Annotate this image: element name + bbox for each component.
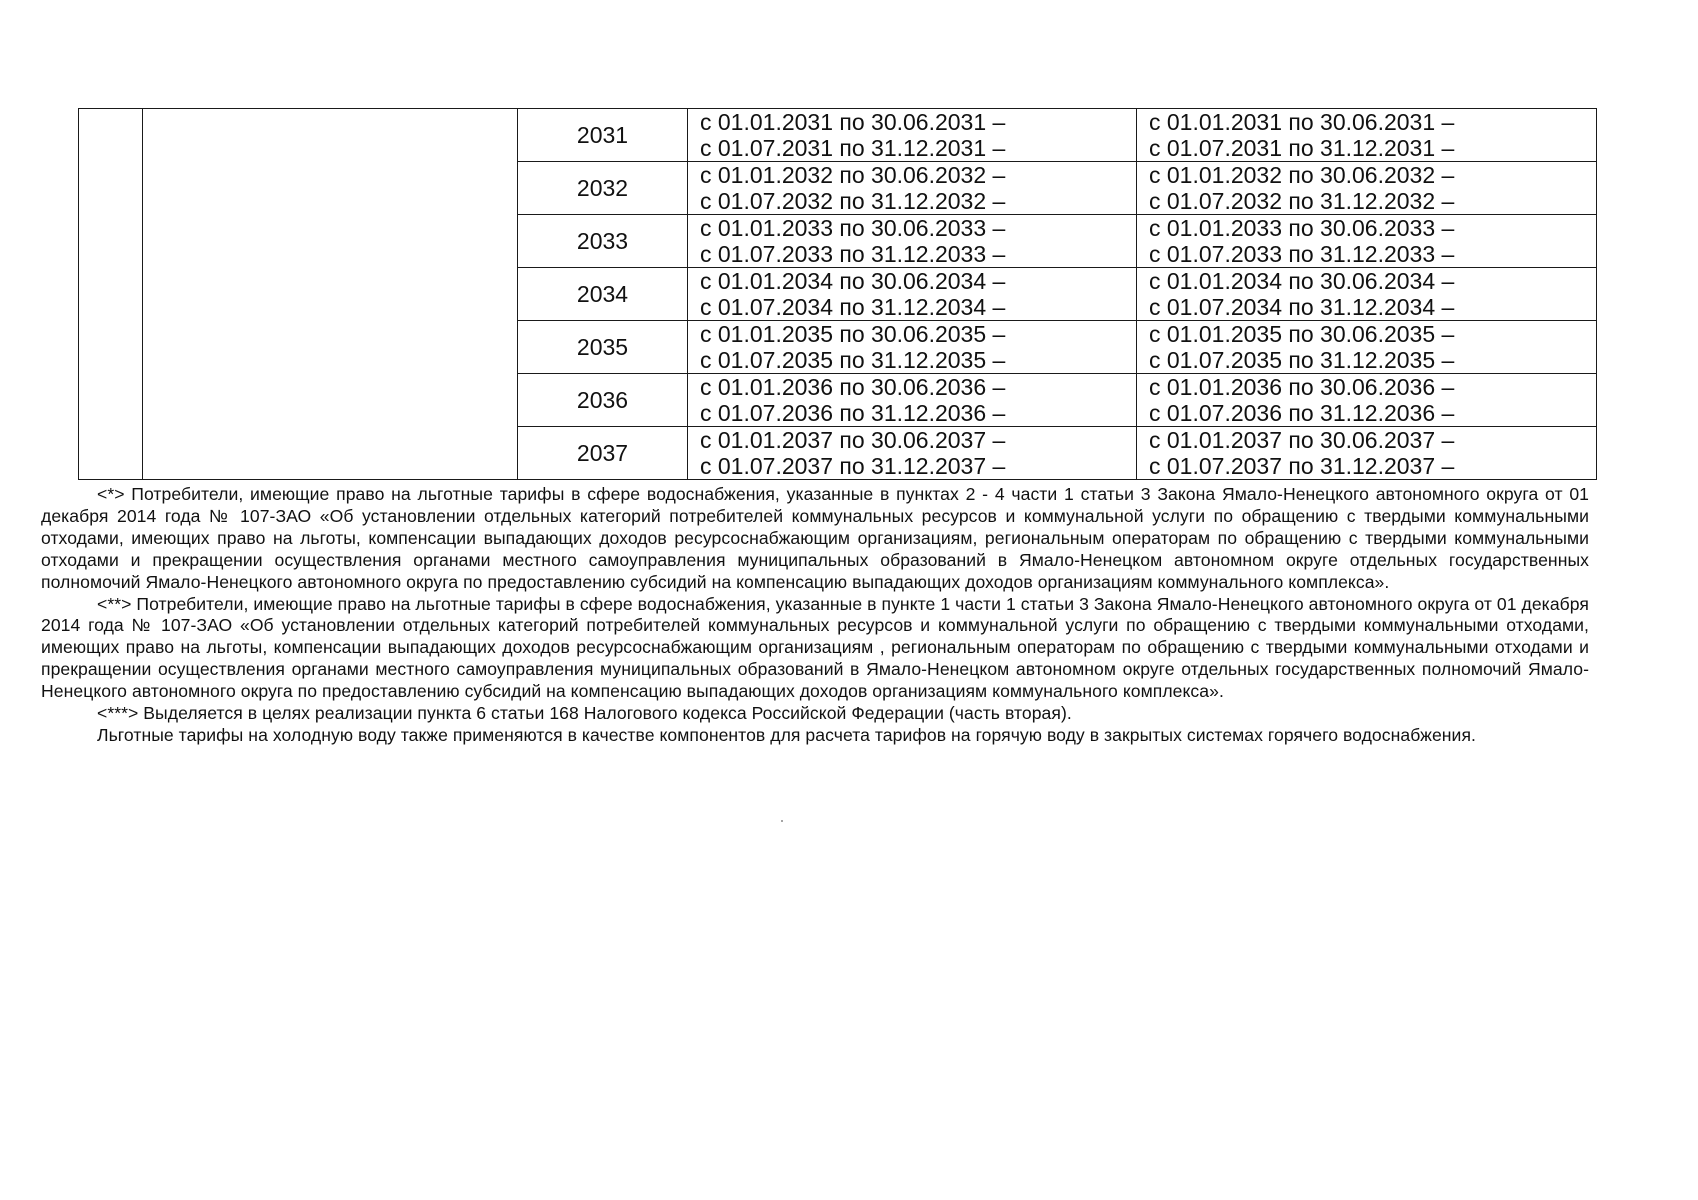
period-line: с 01.01.2035 по 30.06.2035 – bbox=[700, 321, 1006, 347]
period-cell-b bbox=[1137, 109, 1597, 162]
period-cell-a bbox=[688, 427, 1137, 480]
period-line: с 01.01.2032 по 30.06.2032 – bbox=[1149, 162, 1455, 188]
period-line: с 01.01.2033 по 30.06.2033 – bbox=[1149, 215, 1455, 241]
period-cell-b bbox=[1137, 162, 1597, 215]
period-line: с 01.07.2031 по 31.12.2031 – bbox=[1149, 135, 1455, 161]
period-cell-b bbox=[1137, 427, 1597, 480]
period-line: с 01.01.2031 по 30.06.2031 – bbox=[1149, 109, 1455, 135]
period-cell-a bbox=[688, 109, 1137, 162]
period-line: с 01.07.2032 по 31.12.2032 – bbox=[700, 188, 1006, 214]
period-line: с 01.07.2035 по 31.12.2035 – bbox=[1149, 347, 1455, 373]
period-cell-a bbox=[688, 268, 1137, 321]
period-line: с 01.01.2034 по 30.06.2034 – bbox=[700, 268, 1006, 294]
period-cell-a bbox=[688, 321, 1137, 374]
period-line: с 01.07.2036 по 31.12.2036 – bbox=[700, 400, 1006, 426]
footnote-hot-water: Льготные тарифы на холодную воду также применяются в качестве компонентов для расчета тарифов на горячую воду в закрытых системах горячего водоснабжения. bbox=[97, 724, 1476, 745]
period-line: с 01.07.2034 по 31.12.2034 – bbox=[1149, 294, 1455, 320]
footnote-single-star: <*> Потребители, имеющие право на льготные тарифы в сфере водоснабжения, указанные в пунктах 2 - 4 части 1 статьи 3 Закона Ямало-Ненецкого автономного округа от 01 декабря 2014 года № 107-ЗАО «Об установлении отдельных категорий потребителей коммунальных ресурсов и коммунальной услуги по обращению с твердыми коммунальными отходами, имеющих право на льготы, компенсации выпадающих доходов ресурсоснабжающим организациям, региональным операторам по обращению с твердыми коммунальными отходами и прекращении осуществления органами местного самоуправления муниципальных образований в Ямало-Ненецком автономном округе отдельных государственных полномочий Ямало-Ненецкого автономного округа по предоставлению субсидий на компенсацию выпадающих доходов организациям коммунального комплекса». bbox=[41, 484, 1589, 592]
tariff-table bbox=[78, 108, 1597, 480]
period-line: с 01.01.2036 по 30.06.2036 – bbox=[1149, 374, 1455, 400]
period-cell-a bbox=[688, 374, 1137, 427]
year-cell: 2034 bbox=[518, 268, 688, 321]
period-line: с 01.07.2037 по 31.12.2037 – bbox=[700, 453, 1006, 479]
period-cell-a bbox=[688, 162, 1137, 215]
period-line: с 01.07.2035 по 31.12.2035 – bbox=[700, 347, 1006, 373]
period-line: с 01.01.2037 по 30.06.2037 – bbox=[700, 427, 1006, 453]
period-line: с 01.01.2036 по 30.06.2036 – bbox=[700, 374, 1006, 400]
period-line: с 01.07.2033 по 31.12.2033 – bbox=[700, 241, 1006, 267]
year-cell: 2032 bbox=[518, 162, 688, 215]
year-cell: 2033 bbox=[518, 215, 688, 268]
period-cell-b bbox=[1137, 374, 1597, 427]
period-line: с 01.01.2037 по 30.06.2037 – bbox=[1149, 427, 1455, 453]
table-row bbox=[79, 109, 1597, 162]
period-line: с 01.07.2032 по 31.12.2032 – bbox=[1149, 188, 1455, 214]
period-line: с 01.01.2034 по 30.06.2034 – bbox=[1149, 268, 1455, 294]
period-line: с 01.01.2035 по 30.06.2035 – bbox=[1149, 321, 1455, 347]
period-line: с 01.01.2031 по 30.06.2031 – bbox=[700, 109, 1006, 135]
period-cell-b bbox=[1137, 268, 1597, 321]
year-cell: 2036 bbox=[518, 374, 688, 427]
period-cell-b bbox=[1137, 321, 1597, 374]
period-cell-a bbox=[688, 215, 1137, 268]
year-cell: 2031 bbox=[518, 109, 688, 162]
number-cell bbox=[79, 109, 143, 480]
period-line: с 01.01.2032 по 30.06.2032 – bbox=[700, 162, 1006, 188]
period-line: с 01.07.2034 по 31.12.2034 – bbox=[700, 294, 1006, 320]
period-line: с 01.07.2037 по 31.12.2037 – bbox=[1149, 453, 1455, 479]
footnote-double-star: <**> Потребители, имеющие право на льготные тарифы в сфере водоснабжения, указанные в пункте 1 части 1 статьи 3 Закона Ямало-Ненецкого автономного округа от 01 декабря 2014 года № 107-ЗАО «Об установлении отдельных категорий потребителей коммунальных ресурсов и коммунальной услуги по обращению с твердыми коммунальными отходами, имеющих право на льготы, компенсации выпадающих доходов ресурсоснабжающим организациям , региональным операторам по обращению с твердыми коммунальными отходами и прекращении осуществления органами местного самоуправления муниципальных образований в Ямало-Ненецком автономном округе отдельных государственных полномочий Ямало-Ненецкого автономного округа по предоставлению субсидий на компенсацию выпадающих доходов организациям коммунального комплекса». bbox=[41, 593, 1589, 702]
period-cell-b bbox=[1137, 215, 1597, 268]
period-line: с 01.07.2033 по 31.12.2033 – bbox=[1149, 241, 1455, 267]
footnotes bbox=[41, 484, 1589, 747]
tariff-table-body bbox=[79, 109, 1597, 480]
period-line: с 01.07.2031 по 31.12.2031 – bbox=[700, 135, 1006, 161]
footnote-triple-star: <***> Выделяется в целях реализации пункта 6 статьи 168 Налогового кодекса Российской Федерации (часть вторая). bbox=[97, 703, 1072, 724]
consumer-category-cell bbox=[143, 109, 518, 480]
year-cell: 2037 bbox=[518, 427, 688, 480]
period-line: с 01.07.2036 по 31.12.2036 – bbox=[1149, 400, 1455, 426]
period-line: с 01.01.2033 по 30.06.2033 – bbox=[700, 215, 1006, 241]
year-cell: 2035 bbox=[518, 321, 688, 374]
scan-speck bbox=[781, 820, 783, 822]
